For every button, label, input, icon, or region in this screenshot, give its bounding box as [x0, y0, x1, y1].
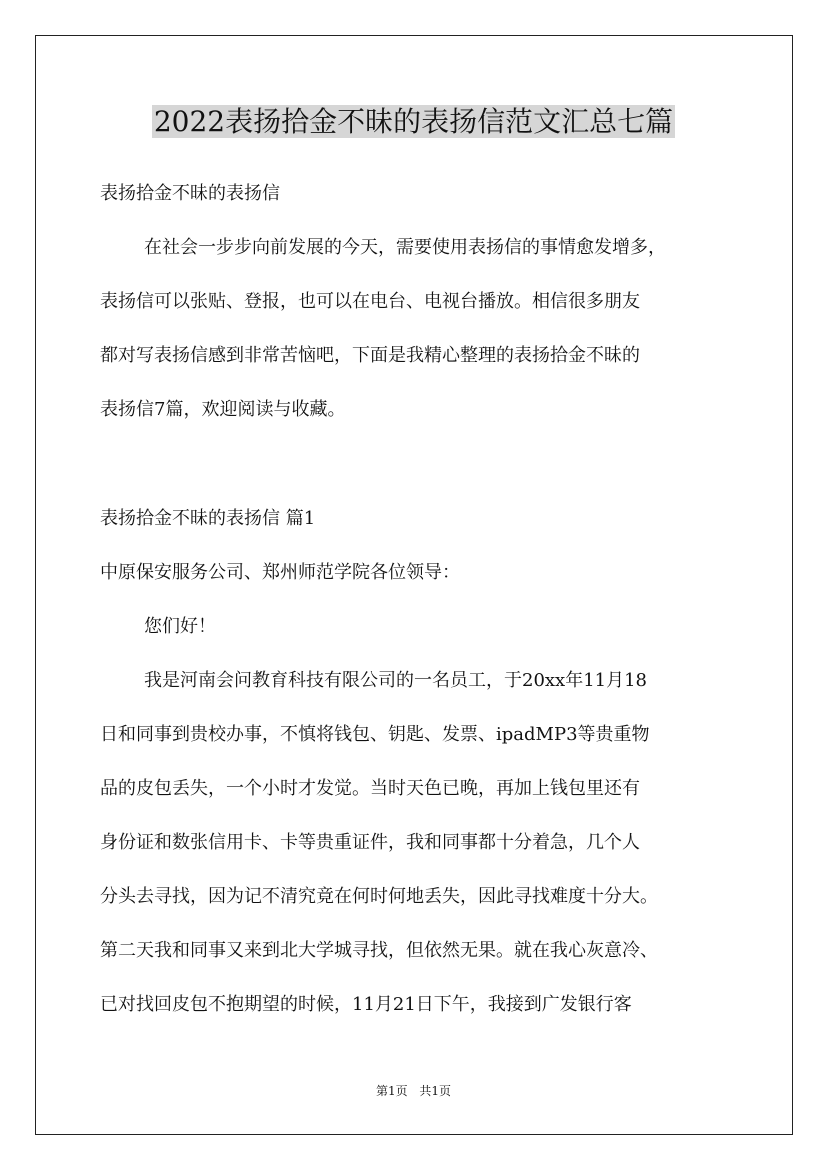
body-line: 我是河南会问教育科技有限公司的一名员工，于20xx年11月18 — [144, 670, 648, 691]
document-title-text: 2022表扬拾金不昧的表扬信范文汇总七篇 — [153, 105, 674, 138]
page-footer: 第1页 共1页 — [375, 1084, 452, 1098]
greeting: 您们好！ — [144, 616, 216, 637]
subtitle: 表扬拾金不昧的表扬信 — [100, 183, 280, 204]
body-line: 分头去寻找，因为记不清究竟在何时何地丢失，因此寻找难度十分大。 — [100, 886, 658, 907]
body-line: 身份证和数张信用卡、卡等贵重证件，我和同事都十分着急，几个人 — [100, 832, 640, 853]
intro-line: 表扬信可以张贴、登报，也可以在电台、电视台播放。相信很多朋友 — [100, 291, 640, 312]
document-title — [0, 102, 827, 142]
body-line: 日和同事到贵校办事，不慎将钱包、钥匙、发票、ipadMP3等贵重物 — [100, 724, 650, 745]
intro-line: 表扬信7篇，欢迎阅读与收藏。 — [100, 399, 346, 420]
intro-line: 在社会一步步向前发展的今天，需要使用表扬信的事情愈发增多， — [144, 237, 666, 258]
body-line: 第二天我和同事又来到北大学城寻找，但依然无果。就在我心灰意冷、 — [100, 940, 658, 961]
section-heading: 表扬拾金不昧的表扬信 篇1 — [100, 508, 316, 529]
body-line: 品的皮包丢失，一个小时才发觉。当时天色已晚，再加上钱包里还有 — [100, 778, 640, 799]
salutation: 中原保安服务公司、郑州师范学院各位领导： — [100, 562, 460, 583]
body-line: 已对找回皮包不抱期望的时候，11月21日下午，我接到广发银行客 — [100, 994, 632, 1015]
intro-line: 都对写表扬信感到非常苦恼吧，下面是我精心整理的表扬拾金不昧的 — [100, 345, 640, 366]
